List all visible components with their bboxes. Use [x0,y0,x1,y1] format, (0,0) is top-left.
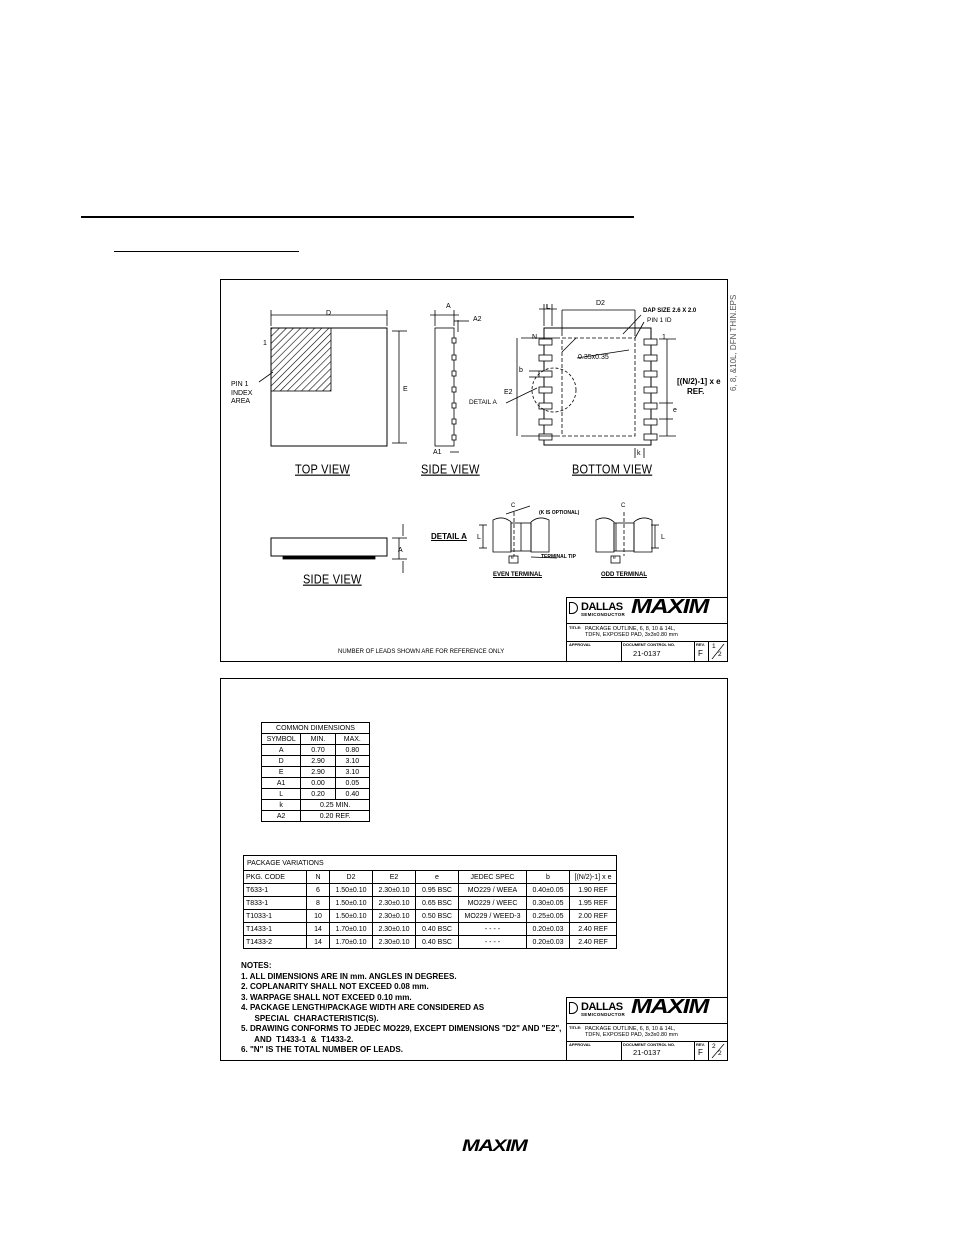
header-b: b [527,871,570,884]
drawing-sheet-2 [220,678,728,1061]
centerline-left: C [511,503,516,509]
rev-value: F [698,1048,703,1057]
note-4-cont: SPECIAL CHARACTERISTIC(S). [241,1012,379,1023]
dim-l: L [546,304,551,311]
k-optional: (K IS OPTIONAL) [539,510,580,516]
note-1: 1. ALL DIMENSIONS ARE IN mm. ANGLES IN DEGREES. [241,970,457,981]
note-6: 6. "N" IS THE TOTAL NUMBER OF LEADS. [241,1044,403,1054]
dim-d: D [326,310,332,317]
title-label: TITLE: [569,1025,582,1030]
detail-a-callout: DETAIL A [469,399,497,406]
pitch-expr: [(N/2)-1] x e [677,377,721,386]
header-pitch: [(N/2)-1] x e [570,871,617,884]
sheet-den: 2 [718,651,722,658]
detail-a-title: DETAIL A [431,532,467,541]
dim-l-left: L [477,534,481,541]
header-n: N [307,871,330,884]
centerline-right: C [621,503,626,509]
header-rule [81,216,634,218]
header-min: MIN. [301,734,335,745]
table-row: T1033-1 10 1.50±0.10 2.30±0.10 0.50 BSC MO229 / WEED-3 0.25±0.05 2.00 REF [244,910,617,923]
note-5: 5. DRAWING CONFORMS TO JEDEC MO229, EXCEPT DIMENSIONS "D2" AND "E2", [241,1023,562,1033]
pin1-area-line3: AREA [231,398,251,405]
table-row: T1433-1 14 1.70±0.10 2.30±0.10 0.40 BSC - - - - 0.20±0.03 2.40 REF [244,923,617,936]
header-e: e [416,871,459,884]
table-row: A 0.70 0.80 [262,745,370,756]
header-pkg-code: PKG. CODE [244,871,307,884]
dim-d2: D2 [596,300,605,307]
dim-k: k [637,450,641,457]
title-block-1 [566,597,728,662]
table-row: k 0.25 MIN. [262,800,370,811]
dallas-logo: DALLAS SEMICONDUCTOR [569,601,627,619]
drawing-sheet-1 [220,279,728,662]
side-view-label: SIDE VIEW [421,463,480,477]
note-2: 2. COPLANARITY SHALL NOT EXCEED 0.08 mm. [241,981,429,991]
e-box-left: e [511,555,514,561]
dim-a-side: A [398,547,403,554]
footer-maxim-logo: MAXIM [462,1136,527,1155]
dim-e2: E2 [504,389,513,396]
title-line1: PACKAGE OUTLINE, 6, 8, 10 & 14L, [585,626,676,632]
title-line1: PACKAGE OUTLINE, 6, 8, 10 & 14L, [585,1026,676,1032]
chamfer: 0.35x0.35 [578,354,609,361]
dim-a1: A1 [433,449,442,456]
approval-label: APPROVAL [569,1042,591,1047]
eps-filename: 6, 8, &10L, DFN THIN.EPS [729,294,738,391]
dallas-emblem-icon [569,602,578,614]
odd-terminal: ODD TERMINAL [601,572,647,578]
rev-value: F [698,649,703,658]
table-row: T633-1 6 1.50±0.10 2.30±0.10 0.95 BSC MO229 / WEEA 0.40±0.05 1.90 REF [244,884,617,897]
rev-label: REV. [696,1042,705,1047]
even-terminal: EVEN TERMINAL [493,572,543,578]
dallas-logo: DALLAS SEMICONDUCTOR [569,1001,627,1019]
dim-a2: A2 [473,316,482,323]
dim-a: A [446,303,451,310]
table-row: E 2.90 3.10 [262,767,370,778]
package-variations-table [243,855,617,949]
leads-reference-note: NUMBER OF LEADS SHOWN ARE FOR REFERENCE ONLY [338,649,505,655]
maxim-logo: MAXIM [631,596,709,618]
e-box-right: e [613,555,616,561]
note-3: 3. WARPAGE SHALL NOT EXCEED 0.10 mm. [241,991,412,1002]
rev-label: REV. [696,642,705,647]
pin1-number: 1 [263,340,267,347]
side-view-2-label: SIDE VIEW [303,573,362,587]
sheet-slash [710,643,726,660]
doc-number: 21-0137 [633,649,661,658]
pin1-id: PIN 1 ID [647,317,672,324]
dim-l-right: L [661,534,665,541]
table-row: L 0.20 0.40 [262,789,370,800]
title-line2: TDFN, EXPOSED PAD, 3x3x0.80 mm [585,632,678,638]
maxim-logo: MAXIM [631,996,709,1018]
sheet-slash [710,1043,726,1059]
header-d2: D2 [330,871,373,884]
header-symbol: SYMBOL [262,734,301,745]
dallas-emblem-icon [569,1002,578,1014]
approval-label: APPROVAL [569,642,591,647]
table-row: A2 0.20 REF. [262,811,370,822]
sheet-num: 1 [712,643,716,650]
common-dimensions-title: COMMON DIMENSIONS [262,723,370,734]
pin1-area-line1: PIN 1 [231,381,249,388]
title-label: TITLE: [569,625,582,630]
sheet-den: 2 [718,1050,722,1057]
doc-number: 21-0137 [633,1048,661,1057]
doc-label: DOCUMENT CONTROL NO. [623,642,676,647]
terminal-tip: TERMINAL TIP [541,554,576,560]
sheet-num: 2 [712,1043,716,1050]
table-row: T1433-2 14 1.70±0.10 2.30±0.10 0.40 BSC - - - - 0.20±0.03 2.40 REF [244,936,617,949]
dim-b: b [519,367,523,374]
title-line2: TDFN, EXPOSED PAD, 3x3x0.80 mm [585,1032,678,1038]
pin1-area-line2: INDEX [231,390,253,397]
note-5-cont: AND T1433-1 & T1433-2. [241,1033,354,1044]
table-row: D 2.90 3.10 [262,756,370,767]
header-e2: E2 [373,871,416,884]
dap-size: DAP SIZE 2.6 X 2.0 [643,308,697,314]
table-row: A1 0.00 0.05 [262,778,370,789]
title-block-2 [566,997,728,1061]
lead-1: 1 [662,334,666,341]
common-dimensions-table [261,722,370,822]
section-rule [114,251,299,252]
bottom-view-label: BOTTOM VIEW [572,463,653,477]
dim-e: E [403,386,408,393]
dim-e-pitch: e [673,407,677,414]
pitch-ref: REF. [687,387,705,396]
notes-heading: NOTES: [241,960,272,970]
note-4: 4. PACKAGE LENGTH/PACKAGE WIDTH ARE CONSIDERED AS [241,1002,485,1012]
header-jedec: JEDEC SPEC [459,871,527,884]
doc-label: DOCUMENT CONTROL NO. [623,1042,676,1047]
top-view-label: TOP VIEW [295,463,350,477]
lead-n: N [532,334,538,341]
notes [241,960,561,1055]
header-max: MAX. [335,734,369,745]
table-row: T833-1 8 1.50±0.10 2.30±0.10 0.65 BSC MO229 / WEEC 0.30±0.05 1.95 REF [244,897,617,910]
package-variations-title: PACKAGE VARIATIONS [244,856,617,871]
